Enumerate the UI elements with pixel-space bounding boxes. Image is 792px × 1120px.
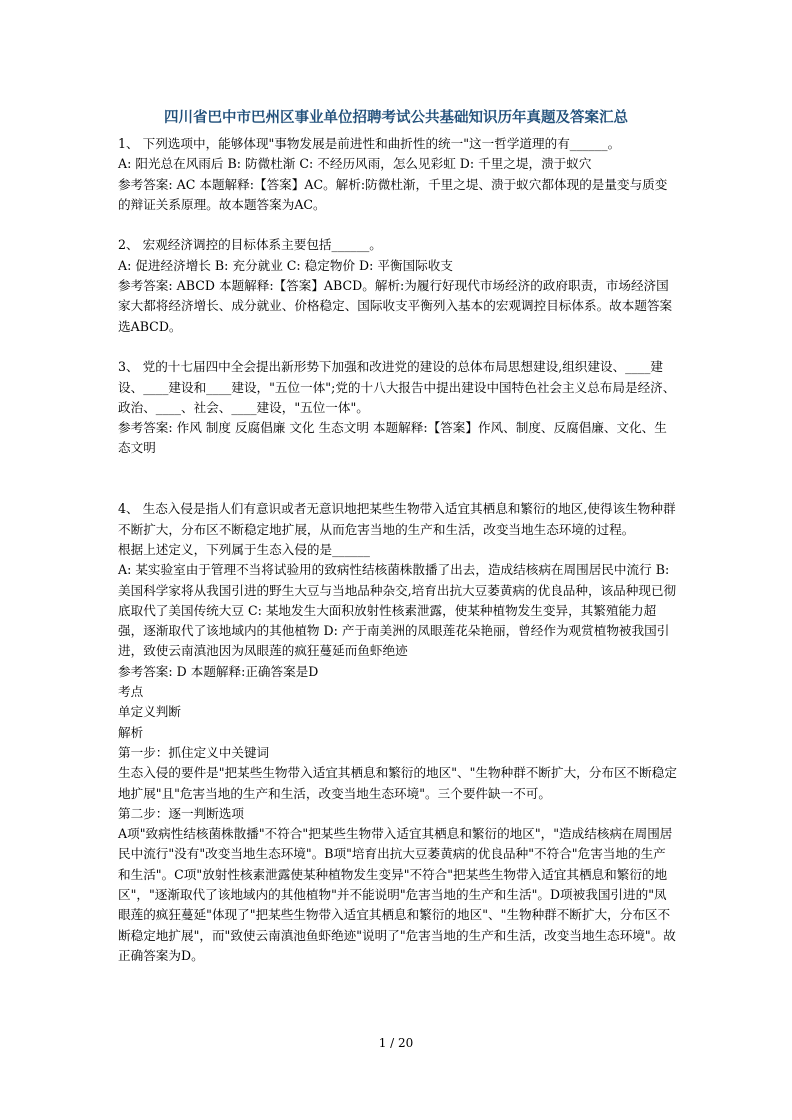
question-stem: 3、 党的十七届四中全会提出新形势下加强和改进党的建设的总体布局思想建设,组织建设、____建设、____建设和____建设，"五位一体";党的十八大报告中提出建设中国特色社会主义总布局是经济、政治、____、社会、____建设，"五位一体"。 xyxy=(118,359,676,415)
kaodian-label: 考点 xyxy=(118,684,144,700)
question-stem: 4、 生态入侵是指人们有意识或者无意识地把某些生物带入适宜其栖息和繁衍的地区,使得该生物种群不断扩大，分布区不断稳定地扩展，从而危害当地的生产和生活，改变当地生态环境的过程。 xyxy=(118,501,676,537)
question-prompt: 根据上述定义，下列属于生态入侵的是______ xyxy=(118,541,370,557)
question-answer: 参考答案: D 本题解释:正确答案是D xyxy=(118,663,319,679)
step1-text: 生态入侵的要件是"把某些生物带入适宜其栖息和繁衍的地区"、"生物种群不断扩大，分布区不断稳定地扩展"且"危害当地的生产和生活，改变当地生态环境"。三个要件缺一不可。 xyxy=(118,765,677,801)
question-answer: 参考答案: 作风 制度 反腐倡廉 文化 生态文明 本题解释:【答案】作风、制度、反腐倡廉、文化、生态文明 xyxy=(118,420,667,456)
spacer xyxy=(118,337,678,357)
question-2 xyxy=(118,235,678,336)
question-1 xyxy=(118,134,678,215)
page-title: 四川省巴中市巴州区事业单位招聘考试公共基础知识历年真题及答案汇总 xyxy=(164,110,628,126)
question-3 xyxy=(118,357,678,458)
question-options: A: 阳光总在风雨后 B: 防微杜渐 C: 不经历风雨，怎么见彩虹 D: 千里之堤，溃于蚁穴 xyxy=(118,156,592,172)
step1-label: 第一步：抓住定义中关键词 xyxy=(118,744,270,760)
question-options: A: 某实验室由于管理不当将试验用的致病性结核菌株散播了出去，造成结核病在周围居民中流行 B: 美国科学家将从我国引进的野生大豆与当地品种杂交,培育出抗大豆萎黄病的优良品种，该品种现已彻底取代了美国传统大豆 C: 某地发生大面积放射性核素泄露，使某种植物发生变异，其繁殖能力超强，逐渐取代了该地域内的其他植物 D: 产于南美洲的凤眼莲花朵艳丽，曾经作为观赏植物被我国引进，致使云南滇池因为凤眼莲的疯狂蔓延而鱼虾绝迹 xyxy=(118,562,677,659)
page-number: 1 / 20 xyxy=(378,1036,414,1050)
question-answer: 参考答案: AC 本题解释:【答案】AC。解析:防微杜渐，千里之堤、溃于蚁穴都体现的是量变与质变的辩证关系原理。故本题答案为AC。 xyxy=(118,176,668,212)
question-answer: 参考答案: ABCD 本题解释:【答案】ABCD。解析:为履行好现代市场经济的政府职责，市场经济国家大都将经济增长、成分就业、价格稳定、国际收支平衡列入基本的宏观调控目标体系。故本题答案选ABCD。 xyxy=(118,278,673,334)
spacer xyxy=(118,479,678,499)
question-4 xyxy=(118,499,678,966)
step2-label: 第二步：逐一判断选项 xyxy=(118,805,244,821)
step2-text: A项"致病性结核菌株散播"不符合"把某些生物带入适宜其栖息和繁衍的地区"，"造成结核病在周围居民中流行"没有"改变当地生态环境"。B项"培育出抗大豆萎黄病的优良品种"不符合"危害当地的生产和生活"。C项"放射性核素泄露使某种植物发生变异"不符合"把某些生物带入适宜其栖息和繁衍的地区"，"逐渐取代了该地域内的其他植物"并不能说明"危害当地的生产和生活"。D项被我国引进的"凤眼莲的疯狂蔓延"体现了"把某些生物带入适宜其栖息和繁衍的地区"、"生物种群不断扩大，分布区不断稳定地扩展"，而"致使云南滇池鱼虾绝迹"说明了"危害当地的生产和生活，改变当地生态环境"。故正确答案为D。 xyxy=(118,826,676,963)
question-options: A: 促进经济增长 B: 充分就业 C: 稳定物价 D: 平衡国际收支 xyxy=(118,257,453,273)
spacer xyxy=(118,215,678,235)
question-stem: 1、 下列选项中，能够体现"事物发展是前进性和曲折性的统一"这一哲学道理的有______。 xyxy=(118,136,621,151)
kaodian-value: 单定义判断 xyxy=(118,704,181,720)
jiexi-label: 解析 xyxy=(118,724,144,740)
document-body xyxy=(118,134,678,966)
question-stem: 2、 宏观经济调控的目标体系主要包括______。 xyxy=(118,237,382,253)
spacer xyxy=(118,459,678,479)
